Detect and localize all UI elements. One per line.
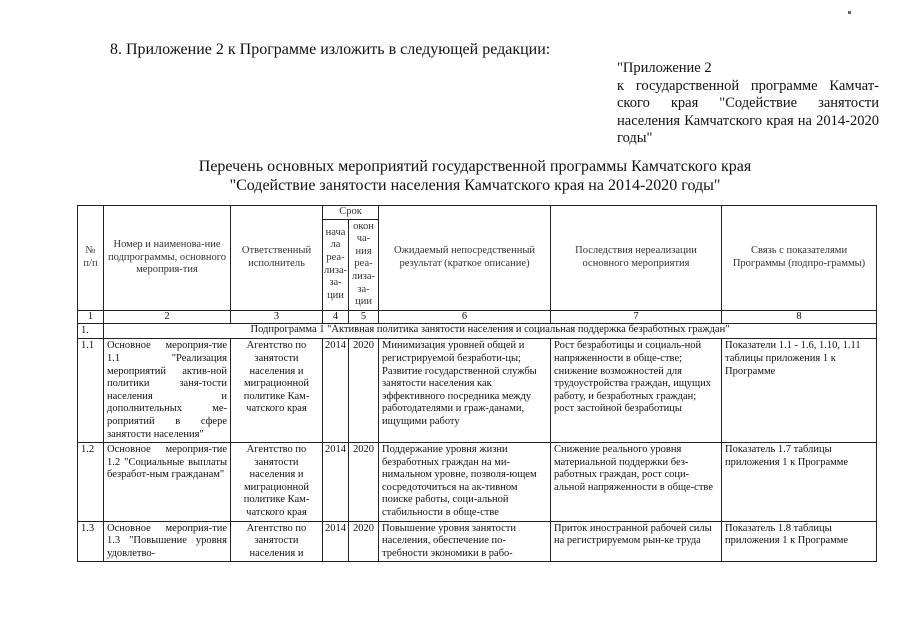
row-num: 1.3 — [78, 521, 104, 562]
row-executor: Агентство по занятости населения и миграционной политике Кам-чатского края — [231, 339, 323, 443]
row-expected-result: Минимизация уровней общей и регистрируемой безработи-цы; Развитие государственной службы занятости населения как эффективного посредника между работодателями и граж-данами, ищущими работу — [379, 339, 551, 443]
row-num: 1.1 — [78, 339, 104, 443]
row-indicator-link: Показатель 1.7 таблицы приложения 1 к Программе — [722, 443, 877, 522]
header-num: № п/п — [78, 206, 104, 311]
title-line-2: "Содействие занятости населения Камчатского края на 2014-2020 годы" — [229, 177, 721, 194]
row-start-year: 2014 — [323, 521, 349, 562]
header-link: Связь с показателями Программы (подпро-граммы) — [722, 206, 877, 311]
index-cell: 2 — [104, 310, 231, 323]
row-measure-name: Основное мероприя-тие 1.2 "Социальные выплаты безработ-ным гражданам" — [104, 443, 231, 522]
header-consequence: Последствия нереализации основного мероприятия — [551, 206, 722, 311]
header-end: окон ча-ния реа-лиза-за-ции — [349, 219, 379, 310]
header-executor: Ответственный исполнитель — [231, 206, 323, 311]
subprogram-title: Подпрограмма 1 "Активная политика занятости населения и социальная поддержка безработных граждан" — [104, 323, 877, 339]
index-cell: 8 — [722, 310, 877, 323]
scan-speck — [848, 11, 851, 14]
index-cell: 4 — [323, 310, 349, 323]
row-end-year: 2020 — [349, 521, 379, 562]
appendix-line-2: к государственной программе Камчат-ского края "Содействие занятости населения Камчатского края на 2014-2020 годы" — [617, 77, 879, 146]
row-measure-name: Основное мероприя-тие 1.3 "Повышение уровня удовлетво- — [104, 521, 231, 562]
intro-line: 8. Приложение 2 к Программе изложить в следующей редакции: — [110, 41, 551, 58]
header-row-1 — [78, 206, 877, 220]
index-cell: 5 — [349, 310, 379, 323]
header-name: Номер и наименова-ние подпрограммы, основного мероприя-тия — [104, 206, 231, 311]
header-term: Срок — [323, 206, 379, 220]
header-start: нача ла реа-лиза-за-ции — [323, 219, 349, 310]
row-start-year: 2014 — [323, 443, 349, 522]
row-indicator-link: Показатели 1.1 - 1.6, 1.10, 1.11 таблицы приложения 1 к Программе — [722, 339, 877, 443]
index-cell: 1 — [78, 310, 104, 323]
document-title — [160, 157, 790, 195]
row-consequence: Снижение реального уровня материальной поддержки без-работных граждан, рост соци-альной напряженности в обще-стве — [551, 443, 722, 522]
title-line-1: Перечень основных мероприятий государственной программы Камчатского края — [198, 158, 752, 175]
row-expected-result: Повышение уровня занятости населения, обеспечение по-требности экономики в рабо- — [379, 521, 551, 562]
table-row — [78, 521, 877, 562]
subprogram-num: 1. — [78, 323, 104, 339]
table-row — [78, 443, 877, 522]
row-indicator-link: Показатель 1.8 таблицы приложения 1 к Программе — [722, 521, 877, 562]
row-consequence: Рост безработицы и социаль-ной напряженности в обще-стве; снижение возможностей для трудоустройства граждан, ищущих работу, и безработных граждан; рост застойной безработицы — [551, 339, 722, 443]
measures-table — [77, 205, 877, 562]
index-cell: 7 — [551, 310, 722, 323]
row-expected-result: Поддержание уровня жизни безработных граждан на ми-нимальном уровне, позволя-ющем сосредоточиться на ак-тивном поиске работы, соци-альной стабильности в обще-стве — [379, 443, 551, 522]
row-measure-name: Основное мероприя-тие 1.1 "Реализация мероприятий актив-ной политики заня-тости населения и дополнительных ме-роприятий в сфере занятости населения" — [104, 339, 231, 443]
row-num: 1.2 — [78, 443, 104, 522]
appendix-line-1: "Приложение 2 — [617, 60, 712, 76]
row-end-year: 2020 — [349, 443, 379, 522]
row-consequence: Приток иностранной рабочей силы на регистрируемом рын-ке труда — [551, 521, 722, 562]
index-cell: 3 — [231, 310, 323, 323]
header-result: Ожидаемый непосредственный результат (краткое описание) — [379, 206, 551, 311]
row-start-year: 2014 — [323, 339, 349, 443]
index-cell: 6 — [379, 310, 551, 323]
row-end-year: 2020 — [349, 339, 379, 443]
row-executor: Агентство по занятости населения и миграционной политике Кам-чатского края — [231, 443, 323, 522]
appendix-heading — [617, 60, 879, 148]
row-executor: Агентство по занятости населения и — [231, 521, 323, 562]
subprogram-row — [78, 323, 877, 339]
table-row — [78, 339, 877, 443]
index-row — [78, 310, 877, 323]
